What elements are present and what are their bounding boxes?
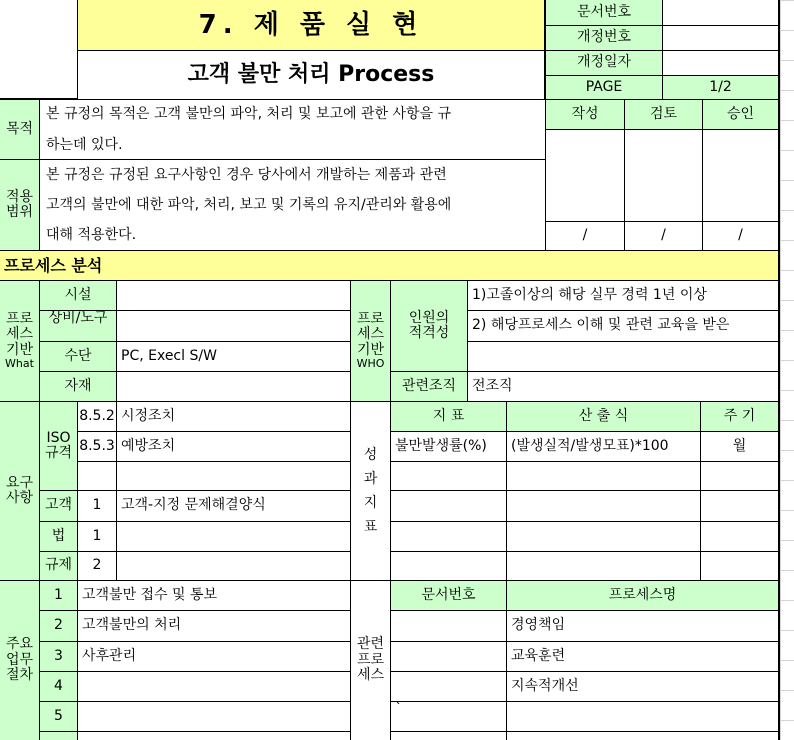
law-name-1[interactable] (116, 521, 351, 552)
who-qualification-label (390, 280, 468, 372)
procedure-name-5[interactable] (77, 701, 351, 732)
who-qualification-line-1[interactable]: 1)고졸이상의 해당 실무 경력 1년 이상 (467, 280, 779, 311)
kpi-cycle-3[interactable] (700, 490, 779, 522)
procedure-no-3: 3 (39, 641, 78, 672)
law-label: 법 (39, 521, 78, 552)
kpi-label-line-2: 과 (363, 471, 378, 487)
what-row-value-facility[interactable] (116, 280, 351, 311)
scope-line-2: 고객의 불만에 대한 파악, 처리, 보고 및 기록의 유지/관리와 활용에 (46, 197, 452, 213)
approval-sign-reviewed[interactable] (624, 129, 703, 222)
meta-label-doc-no: 문서번호 (545, 0, 663, 26)
meta-label-revision-date: 개정일자 (545, 50, 663, 76)
what-label-sub: What (5, 357, 34, 371)
procedure-name-6[interactable] (77, 731, 351, 740)
kpi-cycle-4[interactable] (700, 521, 779, 552)
kpi-cycle-5[interactable] (700, 551, 779, 581)
related-name-4[interactable] (506, 701, 779, 732)
what-row-label-facility: 시설 (39, 280, 117, 311)
process-title: 고객 불만 처리 Process (77, 50, 545, 100)
related-header-process-name: 프로세스명 (506, 580, 779, 611)
procedure-no-1: 1 (39, 580, 78, 611)
kpi-indicator-2[interactable] (390, 461, 507, 491)
approval-date-written[interactable]: / (545, 221, 625, 251)
chapter-title: 7. 제 품 실 현 (77, 0, 545, 51)
who-label-line-1: 프로 (356, 310, 385, 327)
kpi-formula-2[interactable] (506, 461, 701, 491)
kpi-indicator-1[interactable]: 불만발생률(%) (390, 431, 507, 462)
related-label-line-3: 세스 (356, 667, 385, 684)
procedure-name-2[interactable]: 고객불만의 처리 (77, 610, 351, 642)
customer-label: 고객 (39, 490, 78, 522)
what-row-label-means: 수단 (39, 341, 117, 372)
iso-name-2[interactable]: 예방조치 (116, 431, 351, 462)
procedure-label-line-3: 절차 (5, 667, 34, 684)
procedure-name-1[interactable]: 고객불만 접수 및 통보 (77, 580, 351, 611)
requirements-label (0, 401, 40, 581)
kpi-header-indicator: 지 표 (390, 401, 507, 432)
who-qualification-label-line-1: 인원의 (408, 309, 450, 326)
scope-label-line-2: 범위 (5, 204, 34, 220)
related-label-line-2: 프로 (356, 651, 385, 668)
who-qualification-line-2[interactable]: 2) 해당프로세스 이해 및 관련 교육을 받은 (467, 310, 779, 342)
regulation-no-1[interactable]: 2 (77, 551, 117, 581)
iso-label (39, 401, 78, 491)
iso-label-line-1: ISO (46, 429, 71, 446)
customer-name-1[interactable]: 고객-지정 문제해결양식 (116, 490, 351, 522)
related-name-5[interactable] (506, 731, 779, 740)
approval-date-reviewed[interactable]: / (624, 221, 703, 251)
related-doc-3[interactable] (390, 671, 507, 702)
meta-value-revision-no[interactable] (662, 25, 779, 51)
who-label-line-3: 기반 (356, 341, 385, 358)
purpose-line-2: 하는데 있다. (46, 137, 123, 153)
meta-label-page: PAGE (545, 75, 663, 100)
kpi-indicator-3[interactable] (390, 490, 507, 522)
kpi-formula-4[interactable] (506, 521, 701, 552)
kpi-label (350, 401, 391, 581)
kpi-header-formula: 산 출 식 (506, 401, 701, 432)
procedure-no-6 (39, 731, 78, 740)
kpi-indicator-5[interactable] (390, 551, 507, 581)
requirements-label-line-1: 요구 (5, 474, 34, 491)
scope-line-3: 대해 적용한다. (46, 227, 137, 243)
what-row-label-material: 자재 (39, 371, 117, 402)
meta-label-revision-no: 개정번호 (545, 25, 663, 51)
procedure-name-4[interactable] (77, 671, 351, 702)
iso-code-3[interactable] (77, 461, 117, 491)
procedure-no-5: 5 (39, 701, 78, 732)
section-title-process-analysis: 프로세스 분석 (0, 250, 779, 281)
scope-label (0, 159, 40, 251)
iso-code-1[interactable]: 8.5.2 (77, 401, 117, 432)
approval-sign-written[interactable] (545, 129, 625, 222)
related-name-1[interactable]: 경영책임 (506, 610, 779, 642)
kpi-label-line-1: 성 (363, 447, 378, 463)
what-row-label-equipment: 상비/노구 (39, 310, 117, 342)
scope-line-1: 본 규정은 규정된 요구사항인 경우 당사에서 개발하는 제품과 관련 (46, 167, 447, 183)
related-doc-4[interactable]: ` (390, 701, 507, 732)
what-row-value-means[interactable]: PC, Execl S/W (116, 341, 351, 372)
iso-name-3[interactable] (116, 461, 351, 491)
related-label (350, 580, 391, 740)
law-no-1[interactable]: 1 (77, 521, 117, 552)
related-name-3[interactable]: 지속적개선 (506, 671, 779, 702)
approval-header-written: 작성 (545, 99, 625, 130)
procedure-no-4: 4 (39, 671, 78, 702)
approval-sign-approved[interactable] (702, 129, 779, 222)
related-doc-2[interactable] (390, 641, 507, 672)
what-label (0, 280, 40, 402)
iso-code-2[interactable]: 8.5.3 (77, 431, 117, 462)
meta-value-revision-date[interactable] (662, 50, 779, 76)
approval-header-approved: 승인 (702, 99, 779, 130)
meta-value-doc-no[interactable] (662, 0, 779, 26)
purpose-label: 목적 (0, 99, 40, 160)
procedure-label (0, 580, 40, 740)
what-row-value-material[interactable] (116, 371, 351, 402)
who-org-label: 관련조직 (390, 371, 468, 402)
kpi-formula-1[interactable]: (발생실적/발생모표)*100 (506, 431, 701, 462)
logo-area (0, 0, 78, 99)
procedure-name-3[interactable]: 사후관리 (77, 641, 351, 672)
related-doc-5[interactable] (390, 731, 507, 740)
procedure-label-line-1: 주요 (5, 636, 34, 653)
iso-label-line-2: 규격 (44, 445, 73, 461)
who-label-sub: WHO (356, 357, 385, 371)
related-header-doc-no: 문서번호 (390, 580, 507, 611)
kpi-formula-3[interactable] (506, 490, 701, 522)
requirements-label-line-2: 사항 (5, 490, 34, 506)
who-org-value[interactable]: 전조직 (467, 371, 779, 402)
approval-date-approved[interactable]: / (702, 221, 779, 251)
purpose-line-1: 본 규정의 목적은 고객 불만의 파악, 처리 및 보고에 관한 사항을 규 (46, 106, 452, 122)
related-doc-1[interactable] (390, 610, 507, 642)
meta-value-page: 1/2 (662, 75, 779, 100)
approval-header-reviewed: 검토 (624, 99, 703, 130)
procedure-no-2: 2 (39, 610, 78, 642)
kpi-indicator-4[interactable] (390, 521, 507, 552)
scope-label-line-1: 적용 (5, 188, 34, 205)
what-label-line-3: 기반 (5, 341, 34, 358)
who-qualification-line-3[interactable] (467, 341, 779, 372)
kpi-cycle-2[interactable] (700, 461, 779, 491)
what-label-line-1: 프로 (5, 310, 34, 327)
who-label-line-2: 세스 (356, 326, 385, 343)
kpi-formula-5[interactable] (506, 551, 701, 581)
regulation-name-1[interactable] (116, 551, 351, 581)
kpi-header-cycle: 주 기 (700, 401, 779, 432)
customer-no-1[interactable]: 1 (77, 490, 117, 522)
iso-name-1[interactable]: 시정조치 (116, 401, 351, 432)
related-name-2[interactable]: 교육훈련 (506, 641, 779, 672)
form-right-border (779, 0, 780, 740)
kpi-cycle-1[interactable]: 월 (700, 431, 779, 462)
kpi-label-line-3: 지 (363, 495, 378, 511)
who-label (350, 280, 391, 402)
kpi-label-line-4: 표 (363, 519, 378, 535)
who-qualification-label-line-2: 적격성 (408, 325, 450, 341)
what-label-line-2: 세스 (5, 326, 34, 343)
procedure-label-line-2: 업무 (5, 651, 34, 668)
related-label-line-1: 관련 (356, 636, 385, 653)
what-row-value-equipment[interactable] (116, 310, 351, 342)
regulation-label: 규제 (39, 551, 78, 581)
